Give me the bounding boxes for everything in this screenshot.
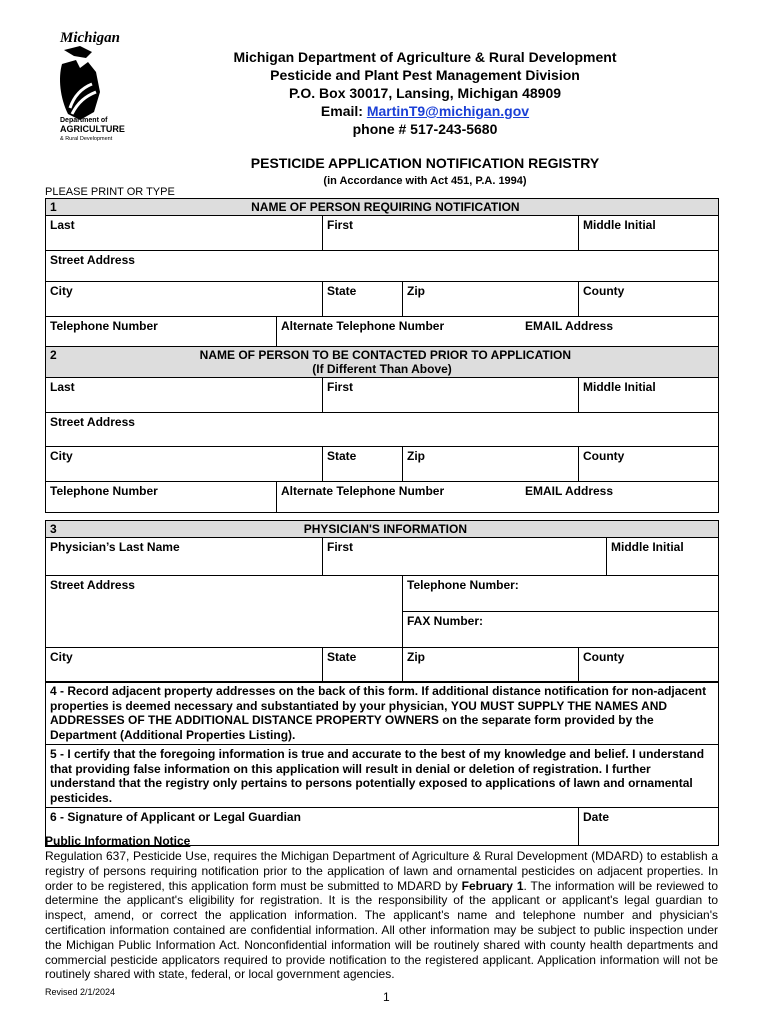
- s1-alt-phone-field[interactable]: [277, 317, 719, 347]
- s2-email-label: EMAIL Address: [525, 484, 614, 498]
- s2-alt-phone-label: Alternate Telephone Number: [281, 484, 445, 498]
- logo-line2: AGRICULTURE: [60, 124, 125, 134]
- s1-street-label: Street Address: [50, 253, 135, 267]
- notice-body: [45, 849, 718, 982]
- s3-last-label: Physician’s Last Name: [50, 540, 180, 554]
- section3-title: PHYSICIAN'S INFORMATION: [303, 522, 467, 536]
- s3-zip-field[interactable]: [403, 648, 579, 683]
- date-label: Date: [583, 810, 610, 824]
- s1-mi-label: Middle Initial: [583, 218, 656, 232]
- header-phone: phone # 517-243-5680: [352, 121, 498, 137]
- section5-body: I certify that the foregoing information is true and accurate to the best of my knowledge and belief. I understand that providing false information on this application will result in denial or deletion of registration. I further understand that the registry only pertains to persons potentially exposed to applications of lawn and ornamental pesticides.: [50, 747, 705, 805]
- s2-city-label: City: [50, 449, 73, 463]
- print-note: PLEASE PRINT OR TYPE: [45, 186, 175, 198]
- s3-fax-label: FAX Number:: [407, 614, 484, 628]
- form-table-certification: [45, 681, 719, 846]
- s3-fax-field[interactable]: [403, 612, 719, 648]
- s1-state-field[interactable]: [323, 282, 403, 317]
- email-label: Email:: [320, 103, 367, 119]
- s3-zip-label: Zip: [407, 650, 425, 664]
- s1-city-field[interactable]: [46, 282, 323, 317]
- s1-county-field[interactable]: [579, 282, 719, 317]
- section2-number: 2: [50, 348, 57, 362]
- s1-phone-field[interactable]: [46, 317, 277, 347]
- michigan-map-icon: [50, 28, 140, 143]
- section2-title: NAME OF PERSON TO BE CONTACTED PRIOR TO APPLICATION: [199, 348, 572, 362]
- form-subtitle: (in Accordance with Act 451, P.A. 1994): [323, 175, 527, 187]
- section2-header: [46, 347, 719, 378]
- s3-state-field[interactable]: [323, 648, 403, 683]
- s1-mi-field[interactable]: [579, 216, 719, 251]
- s2-street-field[interactable]: [46, 413, 719, 447]
- s3-county-label: County: [583, 650, 625, 664]
- section3-number: 3: [50, 522, 57, 536]
- section3-header: [46, 521, 719, 538]
- s2-phone-field[interactable]: [46, 482, 277, 513]
- s2-last-label: Last: [50, 380, 75, 394]
- email-link[interactable]: MartinT9@michigan.gov: [366, 103, 530, 119]
- notice-deadline: February 1: [461, 878, 524, 893]
- section1-title: NAME OF PERSON REQUIRING NOTIFICATION: [251, 200, 520, 214]
- s3-city-label: City: [50, 650, 73, 664]
- s2-mi-label: Middle Initial: [583, 380, 656, 394]
- form-title: PESTICIDE APPLICATION NOTIFICATION REGISTRY: [250, 155, 600, 171]
- notice-text-a: Regulation 637, Pesticide Use, requires the Michigan Department of Agriculture & Rural Development (MDARD) to establish a registry of persons requiring notification prior to the application of lawn and ornamental pesticides on adjacent properties. In order to be registered, this application form must be submitted to MDARD by: [45, 849, 718, 893]
- section2-subtitle: (If Different Than Above): [312, 362, 452, 376]
- form-table-physician: [45, 520, 719, 648]
- s3-county-field[interactable]: [579, 648, 719, 683]
- s3-mi-label: Middle Initial: [611, 540, 684, 554]
- s1-state-label: State: [327, 284, 357, 298]
- section4-text-bold: YOU MUST SUPPLY THE NAMES AND ADDRESSES OF THE ADDITIONAL DISTANCE PROPERTY OWNERS: [50, 698, 668, 727]
- header-email-line: [160, 102, 690, 120]
- section5-prefix: 5 -: [50, 747, 68, 761]
- s2-mi-field[interactable]: [579, 378, 719, 413]
- s3-street-label: Street Address: [50, 578, 135, 592]
- s2-first-field[interactable]: [323, 378, 579, 413]
- section1-number: 1: [50, 200, 57, 214]
- s2-state-field[interactable]: [323, 447, 403, 482]
- s2-county-label: County: [583, 449, 625, 463]
- notice-heading: Public Information Notice: [45, 834, 191, 848]
- s3-state-label: State: [327, 650, 357, 664]
- form-table-main: [45, 198, 719, 513]
- mdard-logo: [50, 28, 140, 143]
- s1-zip-field[interactable]: [403, 282, 579, 317]
- s1-phone-label: Telephone Number: [50, 319, 158, 333]
- section4-text-b: on the separate form provided by the Department (Additional Properties Listing).: [50, 713, 654, 742]
- s2-state-label: State: [327, 449, 357, 463]
- form-table-physician-address: [45, 647, 719, 683]
- section1-header: [46, 199, 719, 216]
- s1-first-label: First: [327, 218, 354, 232]
- s3-first-label: First: [327, 540, 354, 554]
- s1-county-label: County: [583, 284, 625, 298]
- s2-alt-phone-field[interactable]: [277, 482, 719, 513]
- s2-street-label: Street Address: [50, 415, 135, 429]
- section4-prefix: 4 -: [50, 684, 68, 698]
- s3-city-field[interactable]: [46, 648, 323, 683]
- s1-last-field[interactable]: [46, 216, 323, 251]
- s2-county-field[interactable]: [579, 447, 719, 482]
- s2-last-field[interactable]: [46, 378, 323, 413]
- s1-street-field[interactable]: [46, 251, 719, 282]
- s3-phone-label: Telephone Number:: [407, 578, 519, 592]
- signature-label: 6 - Signature of Applicant or Legal Guardian: [50, 810, 301, 824]
- s1-zip-label: Zip: [407, 284, 425, 298]
- section5-text: [46, 745, 719, 808]
- s3-street-field[interactable]: [46, 576, 403, 648]
- section4-text-a: Record adjacent property addresses on the back of this form. If additional distance notification for non-adjacent properties is deemed necessary and substantiated by your physician,: [50, 684, 707, 713]
- s1-city-label: City: [50, 284, 73, 298]
- header-address: P.O. Box 30017, Lansing, Michigan 48909: [288, 85, 562, 101]
- section4-text: [46, 682, 719, 745]
- s2-zip-field[interactable]: [403, 447, 579, 482]
- s3-first-field[interactable]: [323, 538, 607, 576]
- logo-line3: & Rural Development: [60, 136, 113, 142]
- header-agency: Michigan Department of Agriculture & Rural Development: [233, 49, 617, 65]
- date-field[interactable]: [579, 808, 719, 846]
- s2-city-field[interactable]: [46, 447, 323, 482]
- s3-mi-field[interactable]: [607, 538, 719, 576]
- s3-last-field[interactable]: [46, 538, 323, 576]
- page-number: 1: [383, 990, 390, 1004]
- s1-alt-phone-label: Alternate Telephone Number: [281, 319, 445, 333]
- header-division: Pesticide and Plant Pest Management Division: [270, 67, 580, 83]
- s2-zip-label: Zip: [407, 449, 425, 463]
- logo-line1: Department of: [60, 117, 108, 124]
- notice-text-b: . The information will be reviewed to determine the applicant's eligibility for registration. It is the responsibility of the applicant or applicant's legal guardian to inspect, amend, or correct the application information. The applicant's name and telephone number and physician's certification information contained are confidential information. All other information may be subject to public inspection under the Michigan Public Information Act. Nonconfidential information will be routinely shared with county health departments and commercial pesticide applicators required to provide notification to the registered applicant. Application information will not be routinely shared with state, federal, or local government agencies.: [45, 878, 719, 982]
- logo-script: Michigan: [60, 30, 121, 46]
- s3-phone-field[interactable]: [403, 576, 719, 612]
- s1-first-field[interactable]: [323, 216, 579, 251]
- s2-phone-label: Telephone Number: [50, 484, 158, 498]
- s1-email-label: EMAIL Address: [525, 319, 614, 333]
- revised-date: Revised 2/1/2024: [45, 987, 116, 997]
- s1-last-label: Last: [50, 218, 75, 232]
- s2-first-label: First: [327, 380, 354, 394]
